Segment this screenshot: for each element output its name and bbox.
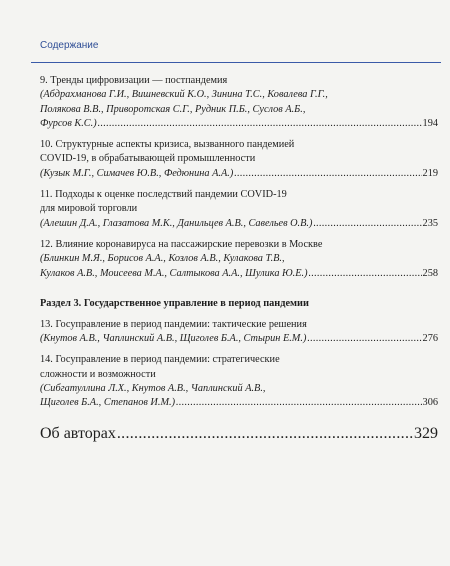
leader-dots xyxy=(117,425,413,443)
entry-title-line: сложности и возможности xyxy=(40,368,156,380)
header-rule xyxy=(31,62,441,63)
entry-title-line: 14. Госуправление в период пандемии: стратегические xyxy=(40,354,280,366)
entry-leader-line xyxy=(40,332,438,346)
leader-dots xyxy=(234,167,421,181)
toc-entry[interactable] xyxy=(40,318,438,347)
entry-leader-line xyxy=(40,117,438,131)
toc-entry[interactable] xyxy=(40,138,438,181)
toc-entries-part-b xyxy=(40,318,438,411)
leader-dots xyxy=(307,332,421,346)
entry-title-line: 13. Госуправление в период пандемии: тактические решения xyxy=(40,318,307,330)
leader-dots xyxy=(309,267,422,281)
toc-entry[interactable] xyxy=(40,74,438,131)
entry-authors-last-line: (Алешин Д.А., Глазатова М.К., Данильцев А.В., Савельев О.В.) xyxy=(40,217,313,229)
leader-dots xyxy=(98,117,422,131)
entry-title-line: 11. Подходы к оценке последствий пандемии COVID-19 xyxy=(40,189,287,201)
entry-authors-last-line: Щиголев Б.А., Степанов И.М.) xyxy=(40,397,176,409)
entry-authors-line: (Сибгатуллина Л.Х., Кнутов А.В., Чаплинский А.В., xyxy=(40,383,266,395)
page-number: 219 xyxy=(422,167,438,179)
leader-dots xyxy=(313,217,421,231)
page-number: 329 xyxy=(414,424,438,442)
entry-authors-line: (Абдрахманова Г.И., Вишневский К.О., Зинина Т.С., Ковалева Г.Г., xyxy=(40,89,328,101)
entry-authors-line: (Блинкин М.Я., Борисов А.А., Козлов А.В., Кулакова Т.В., xyxy=(40,253,285,265)
page-number: 306 xyxy=(422,397,438,409)
toc-entry-about-authors[interactable] xyxy=(40,425,438,443)
page-number: 194 xyxy=(422,117,438,129)
entry-leader-line xyxy=(40,167,438,181)
about-authors-label: Об авторах xyxy=(40,424,116,442)
page-number: 258 xyxy=(422,267,438,279)
toc-entry[interactable] xyxy=(40,238,438,281)
toc-entry[interactable] xyxy=(40,188,438,231)
table-of-contents xyxy=(40,74,438,443)
entry-authors-line: Полякова В.В., Приворотская С.Г., Рудник П.Б., Суслов А.Б., xyxy=(40,103,306,115)
entry-title-line: для мировой торговли xyxy=(40,203,138,215)
entry-title-line: 12. Влияние коронавируса на пассажирские перевозки в Москве xyxy=(40,238,323,250)
running-header: Содержание xyxy=(40,40,99,51)
leader-dots xyxy=(176,396,422,410)
entry-authors-last-line: Фурсов К.С.) xyxy=(40,117,97,129)
toc-entries-part-a xyxy=(40,74,438,281)
entry-authors-last-line: Кулаков А.В., Моисеева М.А., Салтыкова А.А., Шулика Ю.Е.) xyxy=(40,267,308,279)
entry-leader-line xyxy=(40,267,438,281)
page-number: 235 xyxy=(422,217,438,229)
toc-entry[interactable] xyxy=(40,353,438,410)
entry-leader-line xyxy=(40,396,438,410)
entry-authors-last-line: (Кнутов А.В., Чаплинский А.В., Щиголев Б.А., Стырин Е.М.) xyxy=(40,333,307,345)
entry-title-line: 10. Структурные аспекты кризиса, вызванного пандемией xyxy=(40,139,295,151)
entry-title-line: 9. Тренды цифровизации — постпандемия xyxy=(40,75,228,86)
section-3-heading: Раздел 3. Государственное управление в период пандемии xyxy=(40,297,309,309)
entry-leader-line xyxy=(40,217,438,231)
entry-title-line: COVID-19, в обрабатывающей промышленности xyxy=(40,153,256,165)
entry-authors-last-line: (Кузык М.Г., Симачев Ю.В., Федюнина А.А.) xyxy=(40,167,234,179)
page-number: 276 xyxy=(422,333,438,345)
